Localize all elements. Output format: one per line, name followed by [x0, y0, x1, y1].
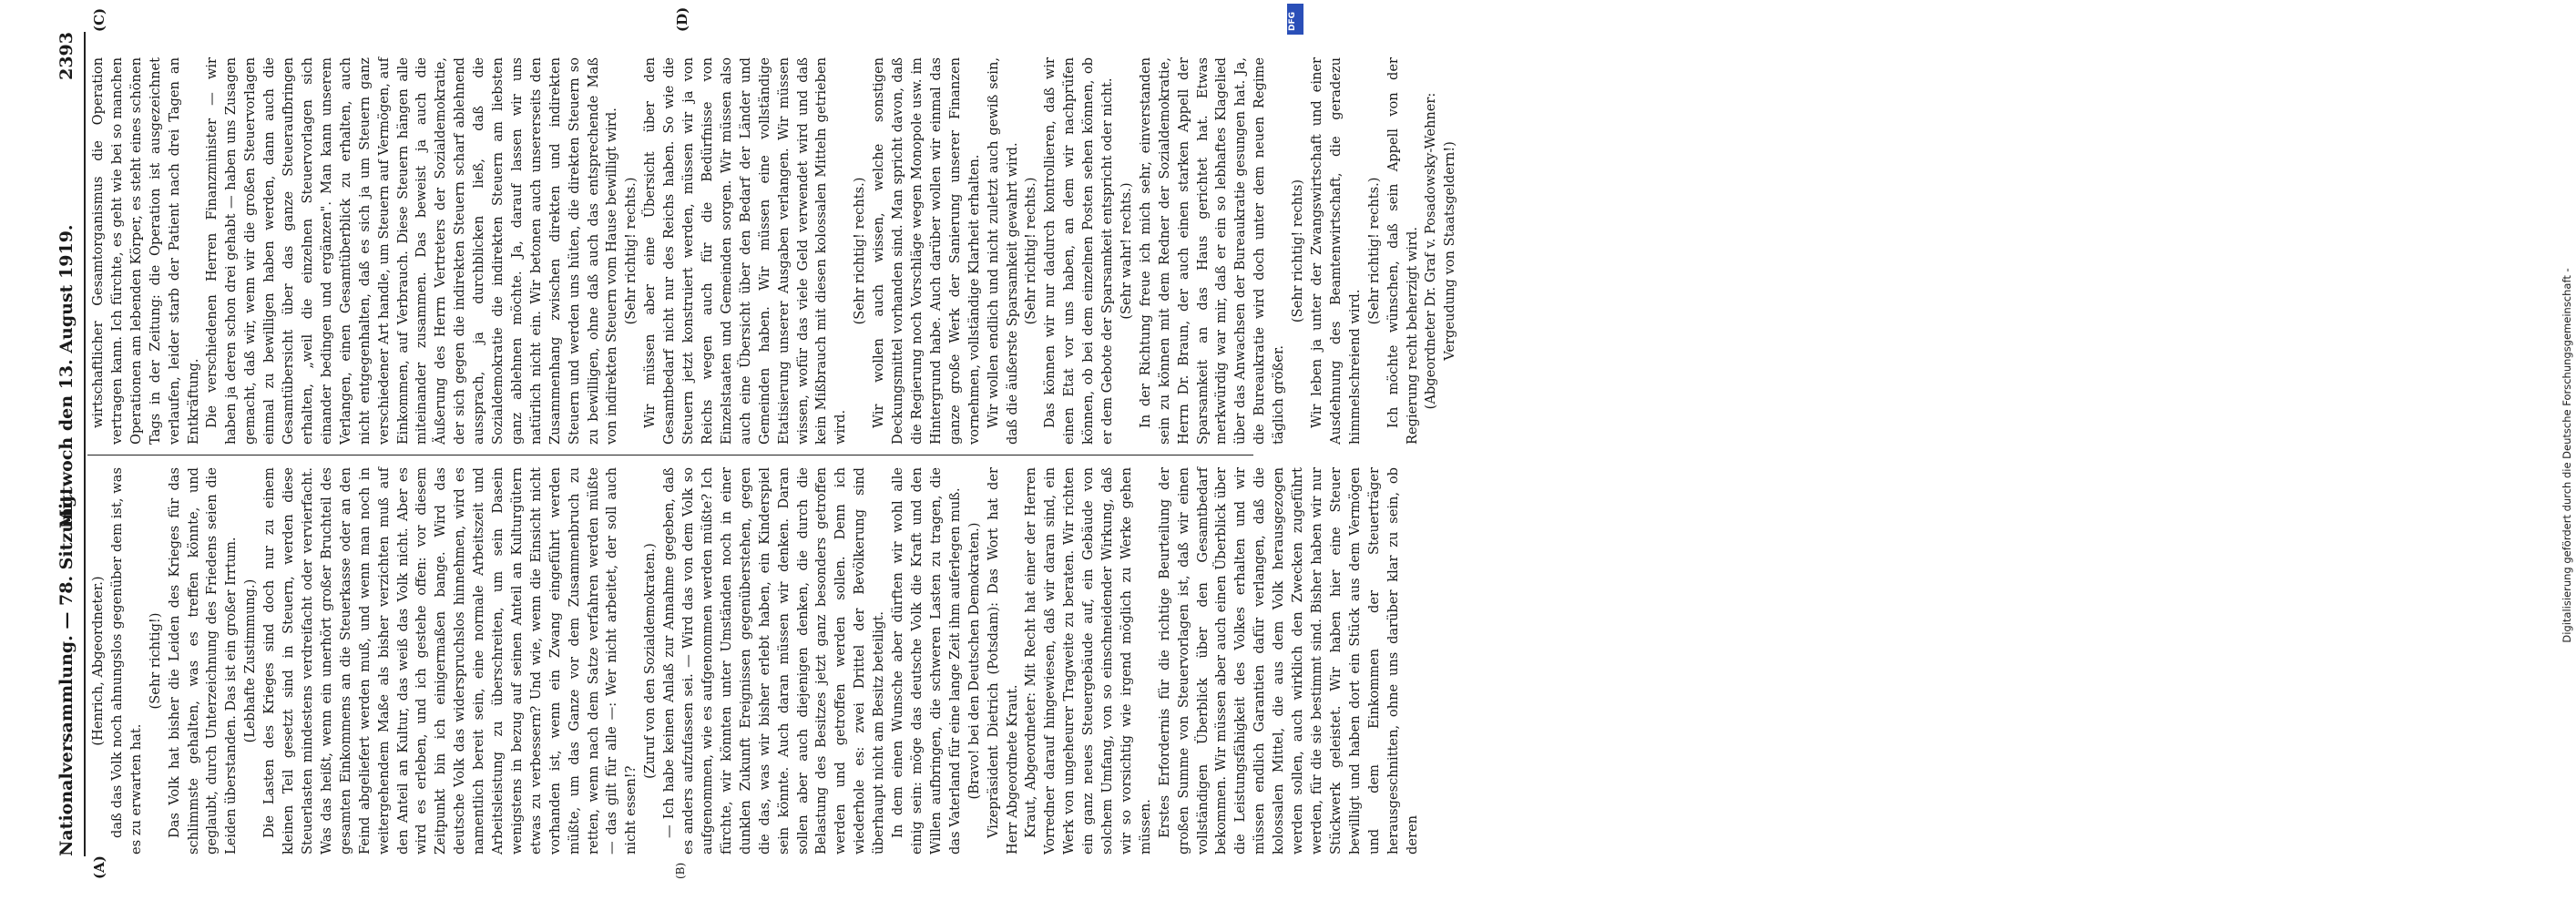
paragraph: In der Richtung freue ich mich sehr, einverstanden sein zu können mit dem Redner der Sozialdemokratie, Herrn Dr. Braun, der auch einen starken Appell der Sparsamkeit an das Haus gerichtet hat. Etwas merkwürdig war mir, daß er ein so lebhaftes Klagelied über das Anwachsen der Bureaukratie gesungen hat. Ja, die Bureaukratie wird doch unter dem neuen Regime täglich größer.: [1137, 57, 1287, 445]
paragraph: (Zuruf von den Sozialdemokraten.): [642, 543, 659, 779]
paragraph: Ich möchte wünschen, daß sein Appell von der Regierung recht beherzigt wird.: [1385, 57, 1420, 445]
margin-marker-d: (D): [674, 6, 690, 32]
left-text-column: [89, 467, 1420, 855]
paragraph: Erstes Erfordernis für die richtige Beurteilung der großen Summe von Steuervorlagen ist, daß wir einen vollständigen Überblick über den Gesamtbedarf bekommen. Wir müssen aber auch einen Überblick über die Leistungsfähigkeit des Volkes erhalten und wir müssen endlich Garantien dafür verlangen, daß die kolossalen Mittel, die aus dem Volk herausgezogen werden sollen, auch wirklich den Zwecken zugeführt werden, für die sie bestimmt sind. Bisher haben wir nur Stückwerk geleistet. Wir haben hier eine Steuer bewilligt und haben dort ein Stück aus dem Vermögen und dem Einkommen der Steuerträger herausgeschnitten, ohne uns darüber klar zu sein, ob deren: [1156, 467, 1420, 855]
header-right: Mittwoch den 13. August 1919.: [56, 224, 77, 528]
paragraph: Kraut, Abgeordneter: Mit Recht hat einer der Herren Vorredner darauf hingewiesen, daß wir daran sind, ein Werk von ungeheurer Tragweite zu beraten. Wir richten ein ganz neues Steuergebäude auf, ein Gebäude von solchem Umfang, von so einschneidender Wirkung, daß wir so vorsichtig wie irgend möglich zu Werke gehen müssen.: [1023, 467, 1153, 855]
paragraph: (Abgeordneter Dr. Graf v. Posadowsky-Wehner: Vergeudung von Staatsgeldern!): [1423, 92, 1458, 410]
paragraph: (Lebhafte Zustimmung.): [242, 578, 259, 743]
paragraph: (Sehr richtig!): [147, 612, 163, 710]
dfg-logo-text: DFG: [1288, 11, 1297, 31]
paragraph: daß das Volk noch ahnungslos gegenüber dem ist, was es zu erwarten hat.: [108, 467, 144, 855]
paragraph: Das Volk hat bisher die Leiden des Krieges für das schlimmste gehalten, was es treffen könnte, und geglaubt, durch Unterzeichnung des Friedens seien die Leiden überstanden. Das ist ein großer Irrtum.: [166, 467, 240, 855]
page-number: 2393: [56, 32, 77, 80]
paragraph: (Sehr richtig! rechts.): [1365, 177, 1382, 325]
margin-marker-a: (A): [91, 855, 107, 879]
right-text-column: [89, 57, 1458, 445]
paragraph: — Ich habe keinen Anlaß zur Annahme gegeben, daß es anders aufzufassen sei. — Wird das von dem Volk so aufgenommen, wie es aufgenommen werden müßte? Ich fürchte, wir könnten unter Umständen noch in einer dunklen Zukunft Ereignissen gegenüberstehen, gegen die das, was wir bisher erlebt haben, ein Kinderspiel sein könnte. Auch daran müssen wir denken. Daran sollen aber auch diejenigen denken, die durch die Belastung des Besitzes jetzt ganz besonders getroffen werden und getroffen werden sollen. Denn ich wiederhole es: zwei Drittel der Bevölkerung sind überhaupt nicht am Besitz beteiligt.: [661, 467, 887, 855]
dfg-logo: [1287, 4, 1303, 35]
paragraph: Das können wir nur dadurch kontrollieren, daß wir einen Etat vor uns haben, an dem wir nachprüfen können, ob bei dem einzelnen Posten sehen können, ob er dem Gebote der Sparsamkeit entspricht oder nicht.: [1042, 57, 1116, 445]
header-rule: [84, 32, 86, 856]
column-divider: [87, 455, 1253, 456]
paragraph: (Sehr richtig! rechts.): [852, 177, 868, 325]
paragraph: Vizepräsident Dietrich (Potsdam): Das Wort hat der Herr Abgeordnete Kraut.: [985, 467, 1020, 855]
paragraph: Die verschiedenen Herren Finanzminister — wir haben ja deren schon drei gehabt — haben uns Zusagen gemacht, daß wir, wenn wir die großen Steuervorlagen einmal zu bewilligen haben werden, dann auch die Gesamtübersicht über das ganze Steueraufbringen erhalten, „weil die einzelnen Steuervorlagen sich einander bedingen und ergänzen". Man kann unserem Verlangen, einen Gesamtüberblick zu erhalten, auch nicht entgegenhalten, daß es sich ja um Steuern ganz verschiedener Art handle, um Steuern auf Vermögen, auf Einkommen, auf Verbrauch. Diese Steuern hängen alle miteinander zusammen. Das beweist ja auch die Äußerung des Herrn Vertreters der Sozialdemokratie, der sich gegen die indirekten Steuern scharf ablehnend aussprach, ja durchblicken ließ, daß die Sozialdemokratie die indirekten Steuern am liebsten ganz ablehnen möchte. Ja, darauf lassen wir uns natürlich nicht ein. Wir betonen auch unsererseits den Zusammenhang zwischen direkten und indirekten Steuern und werden uns hüten, die direkten Steuern so zu bewilligen, ohne daß auch das entsprechende Maß von indirekten Steuern vom Hause bewilligt wird.: [204, 57, 620, 445]
paragraph: Wir leben ja unter der Zwangswirtschaft und einer Ausdehnung des Beamtenwirtschaft, die geradezu himmelschreiend wird.: [1309, 57, 1363, 445]
margin-marker-c: (C): [91, 7, 107, 32]
paragraph: (Sehr richtig! rechts.): [623, 177, 639, 325]
paragraph: (Sehr wahr! rechts.): [1118, 182, 1134, 320]
margin-marker-b: (B): [674, 862, 687, 879]
paragraph: (Sehr richtig! rechts): [1290, 179, 1306, 323]
paragraph: Wir wollen auch wissen, welche sonstigen Deckungsmittel vorhanden sind. Man spricht davon, daß die Regierung noch Vorschläge wegen Monopole usw. im Hintergrund habe. Auch darüber wollen wir einmal das ganze große Werk der Sanierung unserer Finanzen vornehmen, vollständige Klarheit erhalten.: [871, 57, 982, 445]
paragraph: (Henrich, Abgeordneter.): [90, 576, 106, 746]
paragraph: (Sehr richtig! rechts.): [1023, 177, 1039, 325]
paragraph: In dem einen Wunsche aber dürften wir wohl alle einig sein: möge das deutsche Volk die Kraft und den Willen aufbringen, die schweren Lasten zu tragen, die das Vaterland für eine lange Zeit ihm auferlegen muß.: [890, 467, 963, 855]
paragraph: (Bravo! bei den Deutschen Demokraten.): [966, 522, 982, 800]
paragraph: Die Lasten des Krieges sind doch nur zu einem kleinen Teil gesetzt sind in Steuern, werden diese Steuerlasten mindestens verdreifacht oder vervierfacht. Was das heißt, wenn ein unerhört großer Bruchteil des gesamten Einkommens an die Steuerkasse oder an den Feind abgeliefert werden muß, und wenn man noch in weitergehendem Maße als bisher verzichten muß auf den Anteil an Kultur, das weiß das Volk nicht. Aber es wird es erleben, und ich gestehe offen: vor diesem Zeitpunkt bin ich einigermaßen bange. Wird das deutsche Volk das widerspruchslos hinnehmen, wird es namentlich bereit sein, eine normale Arbeitszeit und Arbeitsleistung zu überschreiten, um sein Dasein wenigstens in bezug auf seinen Anteil an Kulturgütern etwas zu verbessern? Und wie, wenn die Einsicht nicht vorhanden ist, wenn ein Zwang eingeführt werden müßte, um das Ganze vor dem Zusammenbruch zu retten, wenn nach dem Satze verfahren werden müßte — das gilt für alle —: Wer nicht arbeitet, der soll auch nicht essen!?: [261, 467, 639, 855]
paragraph: Wir wollen endlich und nicht zuletzt auch gewiß sein, daß die äußerste Sparsamkeit gewahrt wird.: [985, 57, 1020, 445]
header-left: Nationalversammlung. — 78. Sitzung.: [56, 489, 77, 856]
paragraph: wirtschaftlicher Gesamtorganismus die Operation vertragen kann. Ich fürchte, es geht wie bei so manchen Operationen am lebenden Körper, es steht eines schönen Tags in der Zeitung: die Operation ist ausgezeichnet verlaufen, leider starb der Patient nach drei Tagen an Entkräftung.: [90, 57, 201, 445]
digitization-credit: Digitalisierung gefördert durch die Deutsche Forschungsgemeinschaft -: [2561, 268, 2573, 643]
paragraph: Wir müssen aber eine Übersicht über den Gesamtbedarf nicht nur des Reichs haben. So wie die Steuern jetzt konstruiert werden, müssen wir ja von Reichs wegen auch für die Bedürfnisse von Einzelstaaten und Gemeinden sorgen. Wir müssen also auch eine Übersicht über den Bedarf der Länder und Gemeinden haben. Wir müssen eine vollständige Etatisierung unserer Ausgaben verlangen. Wir müssen wissen, wofür das viele Geld verwendet wird und daß kein Mißbrauch mit diesen kolossalen Mitteln getrieben wird.: [642, 57, 849, 445]
page-header: [56, 32, 80, 856]
